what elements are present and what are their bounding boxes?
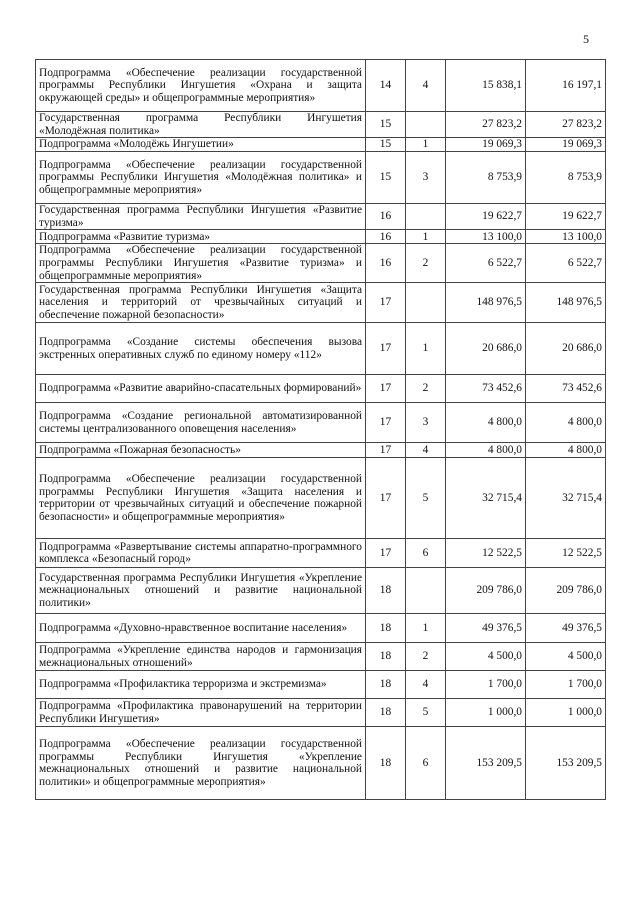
amount-year-1-cell: 1 000,0 xyxy=(446,699,526,727)
amount-year-1-cell: 6 522,7 xyxy=(446,244,526,283)
amount-year-1-cell: 1 700,0 xyxy=(446,671,526,699)
program-name-cell: Подпрограмма «Развертывание системы аппаратно-программного комплекса «Безопасный город» xyxy=(36,539,366,568)
amount-year-1-cell: 19 069,3 xyxy=(446,138,526,152)
amount-year-1-cell: 4 500,0 xyxy=(446,643,526,671)
subprogram-number-cell: 6 xyxy=(406,727,446,800)
amount-year-2-cell: 1 000,0 xyxy=(526,699,606,727)
program-name-cell: Государственная программа Республики Ингушетия «Защита населения и территорий от чрезвычайных ситуаций и обеспечение пожарной безопасности» xyxy=(36,283,366,323)
table-row xyxy=(36,244,606,283)
amount-year-1-cell: 209 786,0 xyxy=(446,568,526,614)
amount-year-2-cell: 19 069,3 xyxy=(526,138,606,152)
table-row xyxy=(36,152,606,204)
amount-year-1-cell: 12 522,5 xyxy=(446,539,526,568)
program-name-cell: Подпрограмма «Обеспечение реализации государственной программы Республики Ингушетия «Укрепление межнациональных отношений и развитие национальной политики» и общепрограммные мероприятия» xyxy=(36,727,366,800)
subprogram-number-cell: 5 xyxy=(406,458,446,539)
page-number: 5 xyxy=(583,32,589,46)
program-code-cell: 17 xyxy=(366,539,406,568)
table-row xyxy=(36,699,606,727)
program-code-cell: 18 xyxy=(366,699,406,727)
amount-year-2-cell: 73 452,6 xyxy=(526,375,606,403)
amount-year-2-cell: 209 786,0 xyxy=(526,568,606,614)
program-code-cell: 14 xyxy=(366,60,406,112)
program-name-cell: Подпрограмма «Развитие аварийно-спасательных формирований» xyxy=(36,375,366,403)
amount-year-2-cell: 4 800,0 xyxy=(526,403,606,443)
program-name-cell: Подпрограмма «Профилактика терроризма и экстремизма» xyxy=(36,671,366,699)
amount-year-1-cell: 13 100,0 xyxy=(446,230,526,244)
amount-year-1-cell: 4 800,0 xyxy=(446,443,526,458)
program-code-cell: 16 xyxy=(366,230,406,244)
program-code-cell: 18 xyxy=(366,727,406,800)
program-code-cell: 16 xyxy=(366,204,406,230)
subprogram-number-cell: 1 xyxy=(406,614,446,643)
amount-year-2-cell: 4 500,0 xyxy=(526,643,606,671)
amount-year-2-cell: 49 376,5 xyxy=(526,614,606,643)
program-name-cell: Подпрограмма «Обеспечение реализации государственной программы Республики Ингушетия «Охрана и защита окружающей среды» и общепрограммные мероприятия» xyxy=(36,60,366,112)
program-name-cell: Подпрограмма «Духовно-нравственное воспитание населения» xyxy=(36,614,366,643)
table-row xyxy=(36,403,606,443)
program-code-cell: 17 xyxy=(366,375,406,403)
program-name-cell: Подпрограмма «Обеспечение реализации государственной программы Республики Ингушетия «Молодёжная политика» и общепрограммные мероприятия» xyxy=(36,152,366,204)
subprogram-number-cell: 4 xyxy=(406,671,446,699)
program-code-cell: 18 xyxy=(366,568,406,614)
program-name-cell: Подпрограмма «Пожарная безопасность» xyxy=(36,443,366,458)
amount-year-1-cell: 4 800,0 xyxy=(446,403,526,443)
table-row xyxy=(36,443,606,458)
subprogram-number-cell xyxy=(406,112,446,138)
amount-year-2-cell: 148 976,5 xyxy=(526,283,606,323)
table-row xyxy=(36,323,606,375)
subprogram-number-cell: 3 xyxy=(406,152,446,204)
program-name-cell: Подпрограмма «Молодёжь Ингушетии» xyxy=(36,138,366,152)
amount-year-1-cell: 8 753,9 xyxy=(446,152,526,204)
subprogram-number-cell xyxy=(406,204,446,230)
subprogram-number-cell: 2 xyxy=(406,643,446,671)
program-name-cell: Подпрограмма «Создание региональной автоматизированной системы централизованного оповещения населения» xyxy=(36,403,366,443)
table-row xyxy=(36,375,606,403)
program-code-cell: 17 xyxy=(366,323,406,375)
amount-year-2-cell: 16 197,1 xyxy=(526,60,606,112)
program-code-cell: 18 xyxy=(366,643,406,671)
amount-year-2-cell: 8 753,9 xyxy=(526,152,606,204)
subprogram-number-cell: 4 xyxy=(406,60,446,112)
subprogram-number-cell: 4 xyxy=(406,443,446,458)
program-code-cell: 17 xyxy=(366,283,406,323)
amount-year-1-cell: 20 686,0 xyxy=(446,323,526,375)
amount-year-1-cell: 19 622,7 xyxy=(446,204,526,230)
program-name-cell: Подпрограмма «Профилактика правонарушений на территории Республики Ингушетия» xyxy=(36,699,366,727)
table-row xyxy=(36,112,606,138)
program-name-cell: Подпрограмма «Создание системы обеспечения вызова экстренных оперативных служб по единому номеру «112» xyxy=(36,323,366,375)
program-code-cell: 17 xyxy=(366,403,406,443)
table-row xyxy=(36,60,606,112)
subprogram-number-cell xyxy=(406,568,446,614)
program-name-cell: Подпрограмма «Обеспечение реализации государственной программы Республики Ингушетия «Развитие туризма» и общепрограммные мероприятия» xyxy=(36,244,366,283)
amount-year-1-cell: 27 823,2 xyxy=(446,112,526,138)
program-code-cell: 15 xyxy=(366,152,406,204)
program-code-cell: 17 xyxy=(366,458,406,539)
subprogram-number-cell: 5 xyxy=(406,699,446,727)
program-code-cell: 15 xyxy=(366,112,406,138)
amount-year-2-cell: 13 100,0 xyxy=(526,230,606,244)
amount-year-2-cell: 4 800,0 xyxy=(526,443,606,458)
table-row xyxy=(36,283,606,323)
subprogram-number-cell: 2 xyxy=(406,244,446,283)
table-row xyxy=(36,671,606,699)
subprogram-number-cell: 1 xyxy=(406,323,446,375)
budget-table xyxy=(35,59,606,800)
program-code-cell: 16 xyxy=(366,244,406,283)
subprogram-number-cell: 6 xyxy=(406,539,446,568)
amount-year-2-cell: 153 209,5 xyxy=(526,727,606,800)
table-row xyxy=(36,539,606,568)
program-name-cell: Подпрограмма «Укрепление единства народов и гармонизация межнациональных отношений» xyxy=(36,643,366,671)
table-row xyxy=(36,204,606,230)
amount-year-2-cell: 12 522,5 xyxy=(526,539,606,568)
program-code-cell: 18 xyxy=(366,614,406,643)
amount-year-1-cell: 148 976,5 xyxy=(446,283,526,323)
program-name-cell: Подпрограмма «Обеспечение реализации государственной программы Республики Ингушетия «Защита населения и территории от чрезвычайных ситуаций и обеспечение пожарной безопасности» и общепрограммные мероприятия» xyxy=(36,458,366,539)
table-row xyxy=(36,230,606,244)
program-name-cell: Государственная программа Республики Ингушетия «Укрепление межнациональных отношений и развитие национальной политики» xyxy=(36,568,366,614)
amount-year-2-cell: 19 622,7 xyxy=(526,204,606,230)
program-code-cell: 15 xyxy=(366,138,406,152)
subprogram-number-cell: 1 xyxy=(406,230,446,244)
amount-year-1-cell: 153 209,5 xyxy=(446,727,526,800)
amount-year-2-cell: 6 522,7 xyxy=(526,244,606,283)
subprogram-number-cell: 3 xyxy=(406,403,446,443)
amount-year-2-cell: 32 715,4 xyxy=(526,458,606,539)
amount-year-1-cell: 49 376,5 xyxy=(446,614,526,643)
subprogram-number-cell xyxy=(406,283,446,323)
table-row xyxy=(36,458,606,539)
subprogram-number-cell: 2 xyxy=(406,375,446,403)
subprogram-number-cell: 1 xyxy=(406,138,446,152)
amount-year-2-cell: 20 686,0 xyxy=(526,323,606,375)
table-row xyxy=(36,138,606,152)
program-name-cell: Государственная программа Республики Ингушетия «Развитие туризма» xyxy=(36,204,366,230)
table-row xyxy=(36,727,606,800)
table-row xyxy=(36,614,606,643)
budget-table-body xyxy=(36,60,606,800)
amount-year-2-cell: 1 700,0 xyxy=(526,671,606,699)
program-name-cell: Государственная программа Республики Ингушетия «Молодёжная политика» xyxy=(36,112,366,138)
amount-year-2-cell: 27 823,2 xyxy=(526,112,606,138)
table-row xyxy=(36,643,606,671)
amount-year-1-cell: 73 452,6 xyxy=(446,375,526,403)
amount-year-1-cell: 32 715,4 xyxy=(446,458,526,539)
program-name-cell: Подпрограмма «Развитие туризма» xyxy=(36,230,366,244)
program-code-cell: 17 xyxy=(366,443,406,458)
amount-year-1-cell: 15 838,1 xyxy=(446,60,526,112)
program-code-cell: 18 xyxy=(366,671,406,699)
table-row xyxy=(36,568,606,614)
